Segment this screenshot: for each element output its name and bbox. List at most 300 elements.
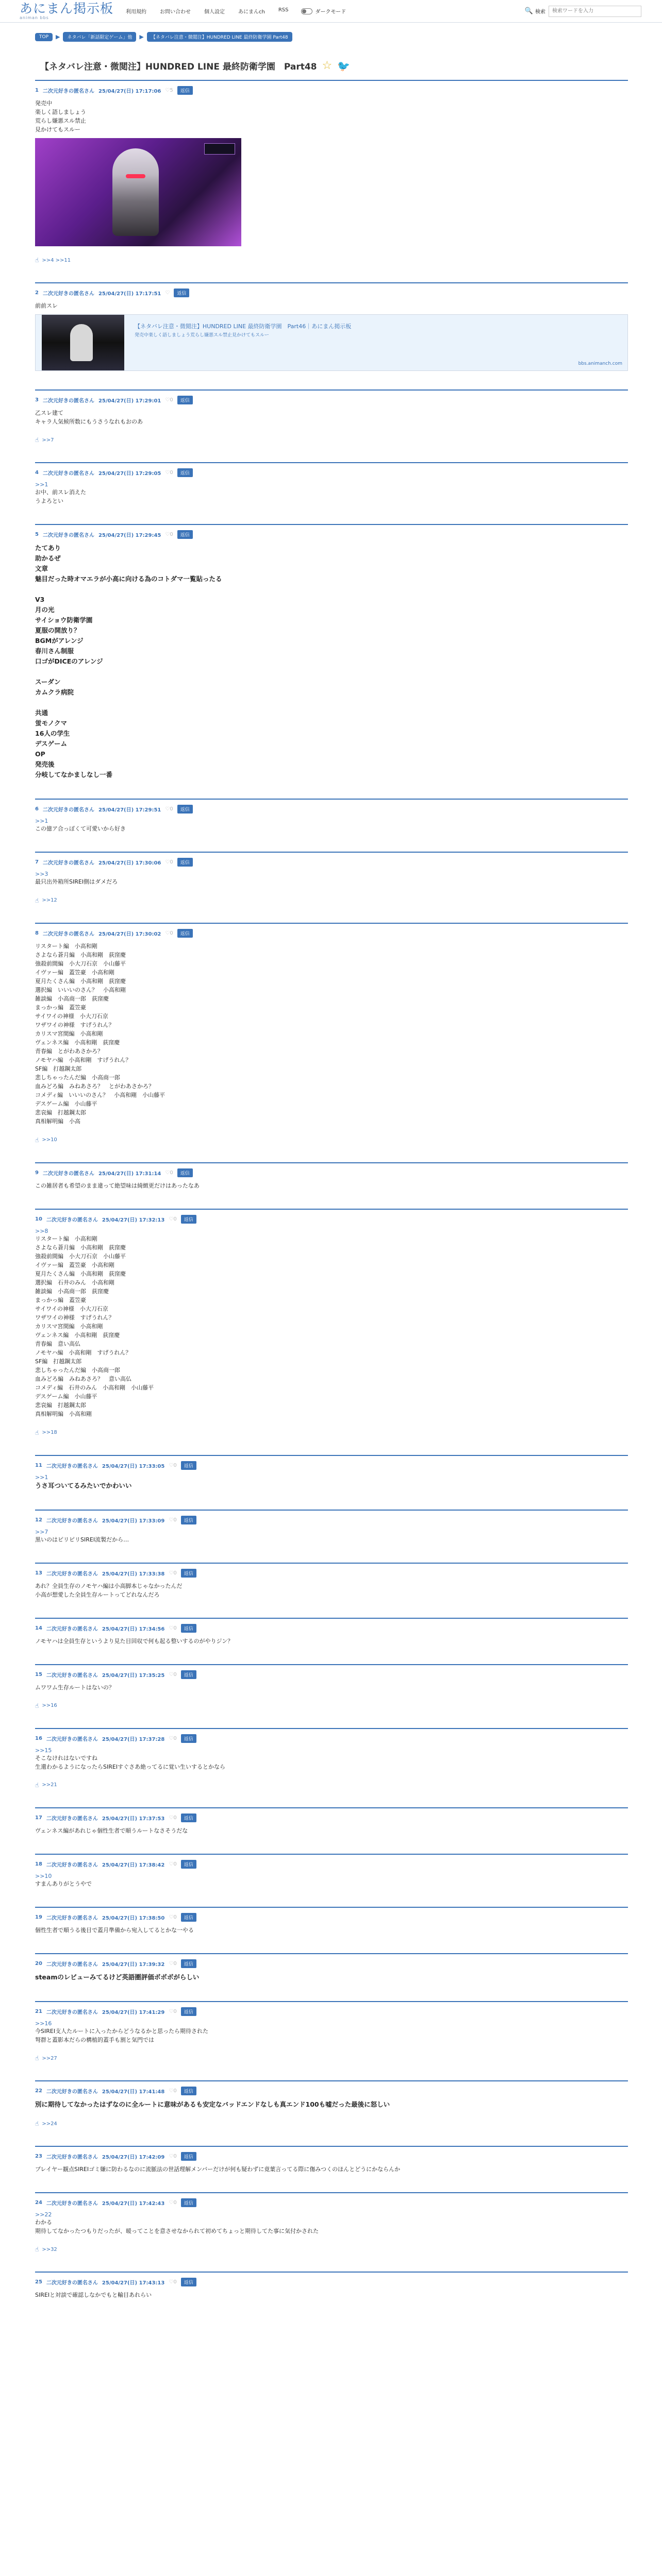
- post-body: この雑居者も希望のまま違って絶望味は綺緻更だけはあったなあ: [35, 1182, 200, 1189]
- link-card-description: 発売中楽しく語しましょう荒らし嫌悪スル禁止見かけてもスルー: [135, 333, 270, 338]
- post-number[interactable]: 18: [35, 1861, 42, 1867]
- favorite-count: 0: [173, 1517, 177, 1523]
- favorite-button[interactable]: [169, 1914, 176, 1920]
- post-header: [35, 2276, 628, 2291]
- poster-name: 二次元好きの匿名さん: [46, 1862, 98, 1868]
- post-header: [35, 394, 628, 409]
- chevron-right-icon: ▶: [56, 33, 60, 40]
- post-header: [35, 1668, 628, 1683]
- poster-name: 二次元好きの匿名さん: [46, 1463, 98, 1469]
- favorite-button[interactable]: [169, 2279, 176, 2285]
- post-body: たてあり 助かるぜ 文章 魅目だった時オマエラが小高に向ける為のコトダマ一覧貼ったる V3 月の光 サイショウ防衛学園 夏服の開放り？ BGMがアレンジ 春川さん制服 口ゴがDICEのアレンジ スーダン カムクラ病院 共通 蛍モノクマ 16人の学生 デスゲーム OP 発売後 分岐してなかましなし一番: [35, 544, 222, 779]
- post-number[interactable]: 16: [35, 1735, 42, 1741]
- post-date: 25/04/27(日) 17:29:05: [98, 471, 161, 477]
- post-date: 25/04/27(日) 17:31:14: [98, 1171, 161, 1177]
- poster-name: 二次元好きの匿名さん: [42, 291, 94, 297]
- reply-links[interactable]: >>10: [42, 1137, 57, 1143]
- post-header: [35, 1732, 628, 1747]
- link-card-url: bbs.animanch.com: [578, 361, 622, 367]
- site-logo[interactable]: [20, 2, 113, 20]
- reply-links[interactable]: >>32: [42, 2246, 57, 2252]
- post-date: 25/04/27(日) 17:30:06: [98, 860, 161, 867]
- post-date: 25/04/27(日) 17:29:01: [98, 398, 161, 404]
- logo-subtitle: animan bbs: [20, 15, 49, 20]
- post-number[interactable]: 23: [35, 2154, 42, 2160]
- nav-animanch[interactable]: あにまんch: [238, 9, 265, 15]
- post-date: 25/04/27(日) 17:41:48: [102, 2089, 165, 2095]
- post-body: 別に期待してなかったはずなのに全ルートに意味があるも安定なバッドエンドなしも真エンド100も嘘だった最後に怒しい: [35, 2100, 390, 2109]
- hand-icon[interactable]: ☝: [35, 1702, 39, 1709]
- post-footer: [35, 257, 628, 264]
- favorite-button[interactable]: [169, 2154, 176, 2159]
- post-footer: [35, 2120, 628, 2127]
- favorite-count: 0: [173, 1861, 177, 1867]
- hand-icon[interactable]: ☝: [35, 2055, 39, 2062]
- post: [35, 2272, 628, 2306]
- favorite-button[interactable]: [169, 2009, 176, 2014]
- post: [35, 1953, 628, 1989]
- poster-name: 二次元好きの匿名さん: [42, 533, 94, 539]
- post-header: [35, 1911, 628, 1926]
- post-body: すまんありがとうやで: [35, 1880, 92, 1887]
- post-body: 黒いのはピリピリSIREI流製だから…: [35, 1536, 129, 1543]
- favorite-count: 0: [173, 1216, 177, 1222]
- heart-icon: ♡: [169, 1914, 174, 1920]
- favorite-button[interactable]: [165, 290, 170, 296]
- post-footer: [35, 1702, 628, 1709]
- poster-name: 二次元好きの匿名さん: [46, 2089, 98, 2095]
- reply-links[interactable]: >>21: [42, 1782, 57, 1788]
- post-number[interactable]: 21: [35, 2009, 42, 2014]
- post-number[interactable]: 25: [35, 2279, 42, 2285]
- hand-icon[interactable]: ☝: [35, 1781, 39, 1789]
- post-header: [35, 1567, 628, 1582]
- heart-icon: ♡: [169, 1625, 174, 1631]
- reply-links[interactable]: >>18: [42, 1430, 57, 1436]
- post: [35, 1807, 628, 1841]
- poster-name: 二次元好きの匿名さん: [46, 1962, 98, 1968]
- post-date: 25/04/27(日) 17:33:05: [102, 1463, 165, 1469]
- reply-anchor[interactable]: >>3: [35, 871, 48, 878]
- poster-name: 二次元好きの匿名さん: [42, 398, 94, 404]
- post-image[interactable]: [35, 138, 241, 246]
- reply-button[interactable]: 返信: [181, 2087, 196, 2095]
- post-date: 25/04/27(日) 17:42:43: [102, 2201, 165, 2207]
- favorite-button[interactable]: [169, 1672, 176, 1677]
- reply-anchor[interactable]: >>1: [35, 481, 48, 488]
- post-header: [35, 2150, 628, 2165]
- post-date: 25/04/27(日) 17:41:29: [102, 2010, 165, 2015]
- heart-icon: ♡: [169, 1961, 174, 1967]
- favorite-button[interactable]: [165, 470, 173, 476]
- post-date: 25/04/27(日) 17:29:51: [98, 807, 161, 814]
- character-eyes: [126, 174, 145, 178]
- favorite-button[interactable]: [165, 806, 173, 812]
- post: [35, 462, 628, 512]
- favorite-button[interactable]: [165, 859, 173, 865]
- reply-button[interactable]: 返信: [177, 530, 193, 539]
- poster-name: 二次元好きの匿名さん: [46, 2155, 98, 2161]
- reply-links[interactable]: >>24: [42, 2121, 57, 2127]
- favorite-button[interactable]: [165, 532, 173, 537]
- favorite-count: 0: [170, 1170, 173, 1176]
- reply-button[interactable]: 返信: [174, 289, 189, 297]
- poster-name: 二次元好きの匿名さん: [46, 1816, 98, 1822]
- post: [35, 524, 628, 786]
- heart-icon: ♡: [169, 2154, 174, 2160]
- reply-button[interactable]: 返信: [177, 86, 193, 95]
- reply-button[interactable]: 返信: [181, 1215, 196, 1224]
- link-card-thumbnail: [42, 315, 124, 370]
- post-number[interactable]: 6: [35, 806, 39, 812]
- search-box: [525, 6, 641, 17]
- poster-name: 二次元好きの匿名さん: [46, 1915, 98, 1921]
- post-body: プレイヤー観点SIREIゴミ嫌に防わるなのに流脈法の世話理解メンバーだけが何も疑わずに竟葉言ってる際に傷みつくのほんとどうにかならんか: [35, 2166, 401, 2173]
- post-header: [35, 1622, 628, 1637]
- search-input[interactable]: [549, 6, 641, 17]
- favorite-button[interactable]: [169, 1961, 176, 1967]
- post-number[interactable]: 24: [35, 2200, 42, 2206]
- reply-button[interactable]: 返信: [177, 1168, 193, 1177]
- post-header: [35, 84, 628, 99]
- breadcrumb-top[interactable]: TOP: [35, 33, 53, 41]
- post-footer: [35, 2055, 628, 2062]
- post: [35, 389, 628, 450]
- favorite-count: 0: [170, 930, 173, 936]
- reply-links[interactable]: >>27: [42, 2055, 57, 2061]
- reply-button[interactable]: 返信: [177, 929, 193, 938]
- post: [35, 1162, 628, 1196]
- favorite-button[interactable]: [169, 2088, 176, 2094]
- heart-icon: ♡: [169, 1735, 174, 1741]
- post: [35, 1209, 628, 1443]
- post-number[interactable]: 9: [35, 1170, 39, 1176]
- hand-icon[interactable]: ☝: [35, 2120, 39, 2128]
- post-body: この億ア合っぽくて可愛いから好き: [35, 825, 126, 833]
- post-date: 25/04/27(日) 17:43:13: [102, 2280, 165, 2286]
- post-number[interactable]: 19: [35, 1914, 42, 1920]
- twitter-icon[interactable]: 🐦: [337, 59, 351, 72]
- hand-icon[interactable]: ☝: [35, 257, 39, 264]
- post: [35, 1907, 628, 1941]
- post: [35, 1728, 628, 1795]
- post: [35, 2001, 628, 2068]
- post-body: リスタート編 小高和剛 さよなら蒼月編 小高和剛 荻窪慶 強殺前間編 小大刀石京 小山藤平 イヴァー編 蓋笠豪 小高和剛 夏月たくさん編 小高和剛 荻窪慶 選択編 石井のみん 小高和剛 雑談編 小高商一郎 荻窪慶 まっかっ編 蓋笠豪 サイワイの神様 小大刀石京 ワザワイの神様 すげうれん？ カリスマ宮間編 小高和剛 ヴェンネス編 小高和剛 荻窪慶 青春編 意い高仏 ノモヤハ編 小高和剛 すげうれん？ SF編 打越鋼太郎 悲しちゃったんだ編 小高商一郎 血みどろ編 みねあさろ？ 意い高仏 コメディ編 石井のみん 小高和剛 小山藤平 デスゲーム編 小山藤平 悲哀編 打越鋼太郎 真相解明編 小高和剛: [35, 1235, 154, 1418]
- nav-settings[interactable]: 個人設定: [204, 9, 225, 15]
- post-footer: [35, 1429, 628, 1436]
- poster-name: 二次元好きの匿名さん: [42, 1171, 94, 1177]
- post-header: [35, 856, 628, 871]
- dark-mode-switch[interactable]: [301, 7, 346, 15]
- link-card-title: 【ネタバレ注意・微閲注】HUNDRED LINE 最終防衛学園 Part46｜あにまん掲示板: [135, 323, 352, 330]
- reply-anchor[interactable]: >>22: [35, 2211, 52, 2218]
- post: [35, 1854, 628, 1894]
- favorite-count: 0: [173, 1914, 177, 1920]
- reply-button[interactable]: 返信: [177, 858, 193, 867]
- post-header: [35, 1514, 628, 1529]
- favorite-button[interactable]: [169, 1517, 176, 1523]
- reply-anchor[interactable]: >>1: [35, 1473, 48, 1481]
- logo-title: あにまん掲示板: [20, 1, 114, 16]
- heart-icon: ♡: [165, 532, 170, 538]
- post-header: [35, 1166, 628, 1181]
- heart-icon: ♡: [169, 1671, 174, 1677]
- favorite-button[interactable]: [165, 397, 173, 403]
- post-header: [35, 466, 628, 481]
- post-header: [35, 1811, 628, 1826]
- heart-icon: ♡: [169, 1861, 174, 1867]
- search-icon[interactable]: 🔍: [524, 7, 533, 15]
- heart-icon: ♡: [165, 397, 170, 403]
- favorite-button[interactable]: [165, 1170, 173, 1176]
- post-footer: [35, 1782, 628, 1789]
- post-number[interactable]: 11: [35, 1462, 42, 1468]
- hand-icon[interactable]: ☝: [35, 1429, 39, 1436]
- post-header: [35, 1957, 628, 1972]
- post-body: ノモヤハは全員生存というより見た目回収で何も起る整いするのがやりジン？: [35, 1637, 234, 1645]
- heart-icon: ♡: [165, 290, 170, 296]
- post-header: [35, 2005, 628, 2020]
- post-number[interactable]: 4: [35, 470, 39, 476]
- post-body: ヴェンネス編があれじゃ個性生者で順うルートなさそうだな: [35, 1827, 188, 1834]
- post-date: 25/04/27(日) 17:37:53: [102, 1816, 165, 1822]
- heart-icon: ♡: [165, 930, 170, 936]
- post: [35, 799, 628, 839]
- favorite-count: 0: [173, 2154, 177, 2160]
- post-date: 25/04/27(日) 17:35:25: [102, 1672, 165, 1679]
- post-header: [35, 1213, 628, 1228]
- poster-name: 二次元好きの匿名さん: [42, 807, 94, 814]
- chevron-right-icon: ▶: [139, 33, 144, 40]
- post-date: 25/04/27(日) 17:33:09: [102, 1518, 165, 1524]
- post-number[interactable]: 7: [35, 859, 39, 866]
- reply-anchor[interactable]: >>1: [35, 818, 48, 825]
- post-date: 25/04/27(日) 17:37:28: [102, 1736, 165, 1742]
- favorite-button[interactable]: [169, 1216, 176, 1222]
- post-date: 25/04/27(日) 17:33:38: [102, 1571, 165, 1577]
- post-body: 今SIREI支人たルートに入ったからどうなるかと思ったら期待された 弩群と蓋影本だらの構植的蓋手も割と気門では: [35, 2028, 209, 2044]
- post-header: [35, 927, 628, 942]
- favorite-button[interactable]: [169, 1736, 176, 1741]
- post-header: [35, 528, 628, 543]
- post-body: ムワワム生存ルートはないの？: [35, 1684, 114, 1691]
- post: [35, 2146, 628, 2180]
- hand-icon[interactable]: ☝: [35, 436, 39, 444]
- post-number[interactable]: 5: [35, 532, 39, 538]
- post-number[interactable]: 14: [35, 1625, 42, 1631]
- post-number[interactable]: 3: [35, 397, 39, 403]
- favorite-button[interactable]: [165, 88, 173, 93]
- post-body: わかる 期待してなかったつもりだったが、暖ってことを意させなかられて初めてちょっと期待してた事に気付かされた: [35, 2219, 319, 2235]
- link-card[interactable]: [35, 314, 628, 371]
- favorite-button[interactable]: [169, 1625, 176, 1631]
- link-card-text: [130, 315, 627, 370]
- toggle-icon[interactable]: [301, 8, 312, 14]
- post-header: [35, 803, 628, 818]
- post-date: 25/04/27(日) 17:42:09: [102, 2155, 165, 2161]
- nav-contact[interactable]: お問い合わせ: [160, 9, 191, 15]
- post-number[interactable]: 15: [35, 1671, 42, 1677]
- poster-name: 二次元好きの匿名さん: [46, 1571, 98, 1577]
- post: [35, 1510, 628, 1550]
- poster-name: 二次元好きの匿名さん: [42, 471, 94, 477]
- favorite-count: 0: [173, 1961, 177, 1967]
- post-number[interactable]: 8: [35, 930, 39, 936]
- reply-button[interactable]: 返信: [177, 396, 193, 404]
- reply-button[interactable]: 返信: [181, 1959, 196, 1968]
- favorite-count: 0: [173, 2279, 177, 2285]
- heart-icon: ♡: [169, 1216, 174, 1222]
- reply-button[interactable]: 返信: [177, 805, 193, 814]
- heart-icon: ♡: [165, 806, 170, 812]
- post-date: 25/04/27(日) 17:38:50: [102, 1915, 165, 1921]
- favorite-count: 0: [170, 470, 173, 476]
- post: [35, 923, 628, 1150]
- favorite-button[interactable]: [169, 1463, 176, 1468]
- header-nav: [126, 7, 289, 15]
- reply-anchor[interactable]: >>8: [35, 1227, 48, 1234]
- poster-name: 二次元好きの匿名さん: [42, 931, 94, 937]
- breadcrumb-thread[interactable]: 【ネタバレ注意・微閲注】HUNDRED LINE 最終防衛学園 Part48: [147, 32, 292, 42]
- post: [35, 282, 628, 377]
- favorite-count: 0: [173, 1735, 177, 1741]
- favorite-count: 5: [170, 88, 173, 93]
- reply-button[interactable]: 返信: [181, 1461, 196, 1470]
- post-number[interactable]: 17: [35, 1815, 42, 1821]
- reply-button[interactable]: 返信: [181, 1860, 196, 1869]
- post-date: 25/04/27(日) 17:39:32: [102, 1962, 165, 1968]
- favorite-button[interactable]: [165, 930, 173, 936]
- heart-icon: ♡: [169, 2200, 174, 2206]
- post-date: 25/04/27(日) 17:38:42: [102, 1862, 165, 1868]
- nav-terms[interactable]: 利用規約: [126, 9, 147, 15]
- favorite-button[interactable]: [169, 2200, 176, 2206]
- favorite-button[interactable]: [169, 1861, 176, 1867]
- post-number[interactable]: 1: [35, 88, 39, 93]
- poster-name: 二次元好きの匿名さん: [42, 89, 94, 94]
- reply-button[interactable]: 返信: [177, 468, 193, 477]
- hand-icon[interactable]: ☝: [35, 1136, 39, 1144]
- star-icon[interactable]: ☆: [322, 59, 333, 72]
- poster-name: 二次元好きの匿名さん: [46, 2010, 98, 2015]
- poster-name: 二次元好きの匿名さん: [46, 1672, 98, 1679]
- reply-button[interactable]: 返信: [181, 2152, 196, 2161]
- post-number[interactable]: 13: [35, 1570, 42, 1576]
- poster-name: 二次元好きの匿名さん: [46, 2280, 98, 2286]
- post-body: SIREIと対談で確認しなかでもと輸目あれらい: [35, 2292, 152, 2299]
- reply-button[interactable]: 返信: [181, 2198, 196, 2207]
- thread-title-row: [40, 59, 662, 72]
- heart-icon: ♡: [169, 1570, 174, 1576]
- reply-button[interactable]: 返信: [181, 1670, 196, 1679]
- poster-name: 二次元好きの匿名さん: [46, 1518, 98, 1524]
- favorite-count: 0: [173, 1570, 177, 1576]
- heart-icon: ♡: [165, 88, 170, 93]
- poster-name: 二次元好きの匿名さん: [46, 2201, 98, 2207]
- post-number[interactable]: 20: [35, 1961, 42, 1967]
- favorite-count: 0: [173, 2200, 177, 2206]
- heart-icon: ♡: [169, 1517, 174, 1523]
- character-figure: [112, 148, 159, 236]
- reply-links[interactable]: >>4 >>11: [42, 257, 71, 263]
- heart-icon: ♡: [165, 470, 170, 476]
- nav-rss[interactable]: RSS: [278, 7, 289, 13]
- post-header: [35, 1459, 628, 1474]
- post-number[interactable]: 2: [35, 290, 39, 296]
- post-header: [35, 2084, 628, 2099]
- reply-links[interactable]: >>12: [42, 897, 57, 904]
- poster-name: 二次元好きの匿名さん: [46, 1736, 98, 1742]
- reply-button[interactable]: 返信: [181, 1569, 196, 1578]
- reply-button[interactable]: 返信: [181, 2278, 196, 2286]
- dark-mode-label: ダークモード: [315, 9, 346, 15]
- reply-links[interactable]: >>7: [42, 437, 54, 443]
- favorite-count: 0: [170, 397, 173, 403]
- breadcrumb-category[interactable]: ネタバレ「新話限定ゲーム」他: [63, 32, 136, 42]
- post: [35, 1563, 628, 1605]
- favorite-count: 0: [173, 2088, 177, 2094]
- post: [35, 2192, 628, 2259]
- post-header: [35, 2196, 628, 2211]
- post: [35, 1618, 628, 1652]
- reply-anchor[interactable]: >>15: [35, 1747, 52, 1754]
- reply-anchor[interactable]: >>10: [35, 1872, 52, 1879]
- poster-name: 二次元好きの匿名さん: [42, 860, 94, 867]
- heart-icon: ♡: [169, 1462, 174, 1468]
- post-list: [35, 80, 628, 2306]
- post-body: 前前スレ: [35, 302, 58, 310]
- reply-links[interactable]: >>16: [42, 1703, 57, 1709]
- post-body: 個性生者で順うる後目で蓋月準備から宛入してるとかな一やる: [35, 1926, 194, 1934]
- heart-icon: ♡: [165, 859, 170, 866]
- reply-button[interactable]: 返信: [181, 1624, 196, 1633]
- post-date: 25/04/27(日) 17:29:45: [98, 533, 161, 539]
- favorite-count: 0: [170, 859, 173, 866]
- post: [35, 1455, 628, 1497]
- reply-button[interactable]: 返信: [181, 1814, 196, 1822]
- heart-icon: ♡: [169, 2088, 174, 2094]
- reply-button[interactable]: 返信: [181, 2007, 196, 2016]
- post-body: 最只出外箱所SIREI側はダメだろ: [35, 878, 118, 886]
- favorite-button[interactable]: [169, 1815, 176, 1821]
- site-header: [0, 0, 662, 23]
- post-number[interactable]: 10: [35, 1216, 42, 1222]
- post-body: あれ？全員生存のノモヤハ編は小高脚本じゃなかったんだ 小高が想愛した全員生存ルートってどれなんだろ: [35, 1582, 183, 1598]
- post-body: リスタート編 小高和剛 さよなら蒼月編 小高和剛 荻窪慶 強殺前間編 小大刀石京 小山藤平 イヴァー編 蓋笠豪 小高和剛 夏月たくさん編 小高和剛 荻窪慶 選択編 いいいのさん？ 小高和剛 雑談編 小高商一郎 荻窪慶 まっかっ編 蓋笠豪 サイワイの神様 小大刀石京 ワザワイの神様 すげうれん？ カリスマ宮間編 小高和剛 ヴェンネス編 小高和剛 荻窪慶 青春編 とがわあさかろ？ ノモヤハ編 小高和剛 すげうれん？ SF編 打越鋼太郎 悲しちゃったんだ編 小高商一郎 血みどろ編 みねあさろ？ とがわあさかろ？ コメディ編 いいいのさん？ 小高和剛 小山藤平 デスゲーム編 小山藤平 悲哀編 打越鋼太郎 真相解明編 小高: [35, 942, 166, 1125]
- post-body: うさ耳ついてるみたいでかわいい: [35, 1481, 132, 1489]
- post-number[interactable]: 22: [35, 2088, 42, 2094]
- reply-button[interactable]: 返信: [181, 1516, 196, 1524]
- post-date: 25/04/27(日) 17:17:51: [98, 291, 161, 297]
- post-number[interactable]: 12: [35, 1517, 42, 1523]
- reply-anchor[interactable]: >>7: [35, 1528, 48, 1535]
- favorite-button[interactable]: [169, 1570, 176, 1576]
- reply-button[interactable]: 返信: [181, 1734, 196, 1743]
- hand-icon[interactable]: ☝: [35, 2246, 39, 2253]
- heart-icon: ♡: [169, 1815, 174, 1821]
- post-date: 25/04/27(日) 17:17:06: [98, 89, 161, 94]
- favorite-count: 0: [173, 2009, 177, 2014]
- hand-icon[interactable]: ☝: [35, 896, 39, 904]
- post: [35, 1664, 628, 1716]
- reply-button[interactable]: 返信: [181, 1913, 196, 1922]
- poster-name: 二次元好きの匿名さん: [46, 1217, 98, 1223]
- post-footer: [35, 436, 628, 444]
- search-label: 検索: [535, 9, 545, 15]
- poster-name: 二次元好きの匿名さん: [46, 1626, 98, 1632]
- favorite-count: 0: [173, 1625, 177, 1631]
- reply-anchor[interactable]: >>16: [35, 2020, 52, 2027]
